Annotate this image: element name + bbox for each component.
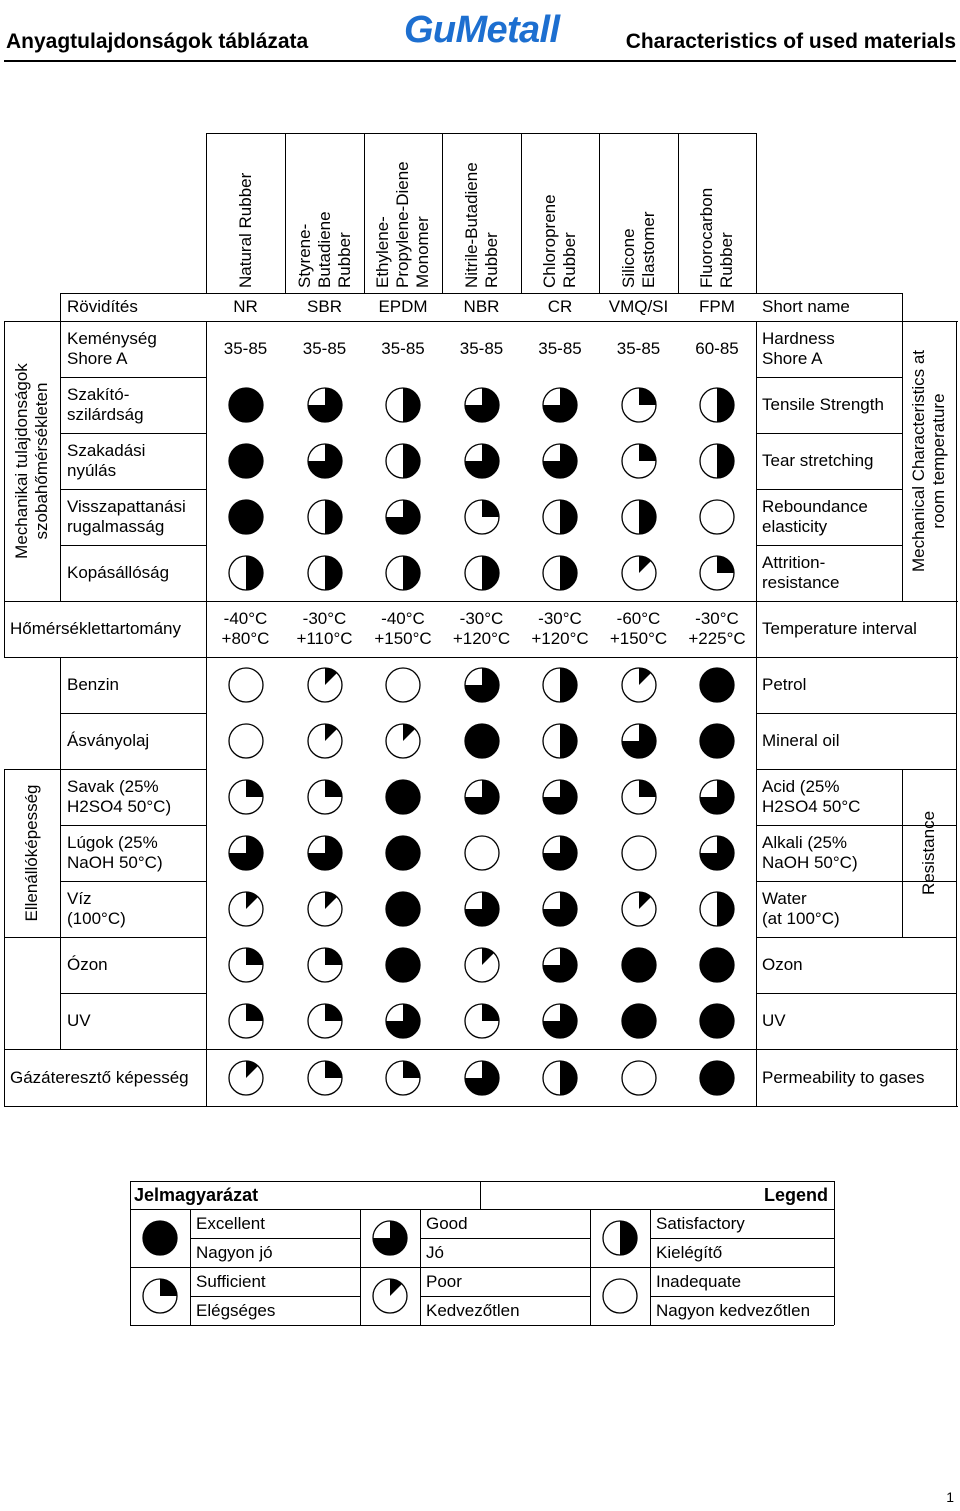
legend-label-en-1: Good [426, 1214, 468, 1233]
rating-pie [463, 498, 501, 536]
legend-label-hu-0: Nagyon jó [196, 1243, 273, 1262]
grid-line [902, 321, 903, 601]
rating-pie [620, 1002, 658, 1040]
rating-pie [384, 1059, 422, 1097]
legend-grid-line [130, 1209, 834, 1210]
legend-label-en-2: Satisfactory [656, 1214, 745, 1233]
resistance-row-label-hu-1: Ásványolaj [67, 731, 150, 750]
rating-pie [541, 386, 579, 424]
column-header-cr: Chloroprene Rubber [540, 194, 579, 288]
header-col-line [442, 133, 443, 293]
hardness-value-6: 60-85 [695, 339, 739, 358]
resistance-row-label-en-5: Ozon [762, 955, 803, 974]
legend-grid-line [590, 1209, 591, 1325]
short-row-top [60, 293, 902, 294]
temperature-value-1: -30°C +110°C [296, 609, 353, 648]
legend-grid-line [190, 1296, 360, 1297]
grid-line [60, 769, 206, 770]
rating-pie [541, 722, 579, 760]
legend-grid-line [420, 1238, 590, 1239]
grid-line [756, 489, 902, 490]
rating-pie [698, 778, 736, 816]
short-name-5: VMQ/SI [608, 297, 669, 316]
rating-pie [698, 1059, 736, 1097]
rating-pie [384, 498, 422, 536]
rating-pie [541, 498, 579, 536]
legend-grid-line [420, 1209, 421, 1325]
rating-pie [541, 666, 579, 704]
legend-grid-line [190, 1209, 191, 1325]
header-col-line [206, 133, 207, 293]
rating-pie [384, 834, 422, 872]
short-name-4: CR [547, 297, 573, 316]
rating-pie [227, 834, 265, 872]
grid-line [60, 825, 206, 826]
rating-pie [620, 386, 658, 424]
legend-title-hu: Jelmagyarázat [134, 1185, 259, 1205]
rating-pie [463, 834, 501, 872]
temperature-value-5: -60°C +150°C [609, 609, 668, 648]
rating-pie [227, 442, 265, 480]
grid-line [902, 769, 956, 770]
rating-pie [620, 722, 658, 760]
rating-pie [698, 834, 736, 872]
rating-pie [620, 498, 658, 536]
rating-pie [541, 946, 579, 984]
temp-top-line [4, 601, 958, 602]
hardness-value-5: 35-85 [616, 339, 661, 358]
legend-grid-line [420, 1296, 590, 1297]
short-name-2: EPDM [378, 297, 428, 316]
rating-pie [463, 666, 501, 704]
legend-symbol-satisfactory [601, 1219, 639, 1257]
rating-pie [306, 778, 344, 816]
legend-symbol-sufficient [141, 1277, 179, 1315]
temperature-value-2: -40°C +150°C [374, 609, 432, 648]
grid-line [60, 881, 206, 882]
temperature-value-0: -40°C +80°C [221, 609, 270, 648]
rating-pie [227, 498, 265, 536]
grid-line [4, 601, 5, 657]
header-divider [4, 60, 956, 62]
grid-line [4, 321, 5, 601]
resistance-row-label-hu-0: Benzin [67, 675, 119, 694]
column-header-nr: Natural Rubber [235, 172, 255, 288]
legend-grid-line [650, 1209, 651, 1325]
rating-pie [698, 666, 736, 704]
rating-pie [463, 442, 501, 480]
grid-line [756, 377, 902, 378]
grid-line [756, 433, 902, 434]
mech-row-label-hu-3: Kopásállóság [67, 563, 170, 582]
rating-pie [306, 666, 344, 704]
hardness-value-1: 35-85 [302, 339, 347, 358]
temp-bottom-line [4, 657, 958, 658]
short-name-label-en: Short name [762, 297, 850, 316]
rating-pie [306, 722, 344, 760]
legend-grid-line [834, 1181, 835, 1325]
header-col-line [285, 133, 286, 293]
column-header-epdm: Ethylene- Propylene-Diene Monomer [373, 161, 432, 288]
rating-pie [227, 1002, 265, 1040]
legend-label-hu-2: Kielégítő [656, 1243, 723, 1262]
mech-row-label-en-0: Tensile Strength [762, 395, 884, 414]
rating-pie [698, 498, 736, 536]
legend-label-hu-5: Nagyon kedvezőtlen [656, 1301, 811, 1320]
grid-line [60, 937, 206, 938]
legend-label-en-3: Sufficient [196, 1272, 266, 1291]
rating-pie [384, 722, 422, 760]
grid-line [60, 433, 206, 434]
page-title-en: Characteristics of used materials [625, 30, 956, 53]
rating-pie [227, 666, 265, 704]
rating-pie [227, 1059, 265, 1097]
grid-line [756, 601, 757, 657]
rating-pie [306, 1002, 344, 1040]
resistance-group-label-hu: Ellenállóképesség [22, 784, 41, 922]
rating-pie [384, 666, 422, 704]
legend-grid-line [130, 1181, 834, 1182]
resistance-row-label-hu-5: Ózon [67, 955, 108, 974]
header-col-line [599, 133, 600, 293]
grid-line [902, 769, 903, 937]
header-col-line [364, 133, 365, 293]
rating-pie [463, 1059, 501, 1097]
rating-pie [620, 890, 658, 928]
temperature-label-hu: Hőmérséklettartomány [10, 619, 182, 638]
rating-pie [384, 1002, 422, 1040]
mech-row-label-hu-0: Szakító- szilárdság [67, 385, 144, 424]
legend-symbol-good [371, 1219, 409, 1257]
rating-pie [306, 442, 344, 480]
resistance-row-label-hu-6: UV [67, 1011, 91, 1030]
rating-pie [306, 1059, 344, 1097]
grid-line [756, 993, 956, 994]
resistance-row-label-en-6: UV [762, 1011, 786, 1030]
hardness-value-4: 35-85 [538, 339, 582, 358]
rating-pie [463, 1002, 501, 1040]
mechanical-group-label-hu: Mechanikai tulajdonságok szobahőmérsékleten [12, 363, 51, 559]
hardness-value-0: 35-85 [223, 339, 268, 358]
legend-grid-line [130, 1325, 834, 1326]
rating-pie [698, 890, 736, 928]
rating-pie [306, 554, 344, 592]
legend-grid-line [190, 1238, 360, 1239]
legend-symbol-inadequate [601, 1277, 639, 1315]
gas-row-label-en: Permeability to gases [762, 1067, 925, 1087]
page-title-hu: Anyagtulajdonságok táblázata [6, 30, 309, 53]
rating-pie [227, 946, 265, 984]
grid-line [756, 321, 757, 601]
grid-line [60, 713, 206, 714]
rating-pie [620, 946, 658, 984]
mech-row-label-en-3: Attrition- resistance [762, 553, 840, 592]
grid-line [206, 321, 207, 601]
rating-pie [463, 890, 501, 928]
grid-line [60, 377, 206, 378]
rating-pie [620, 554, 658, 592]
rating-pie [620, 778, 658, 816]
legend-grid-line [360, 1209, 361, 1325]
grid-line [956, 321, 957, 601]
rating-pie [227, 554, 265, 592]
legend-label-hu-3: Elégséges [196, 1301, 276, 1320]
legend-grid-line [130, 1267, 834, 1268]
rating-pie [384, 442, 422, 480]
grid-line [956, 657, 957, 1106]
rating-pie [227, 778, 265, 816]
mech-top-line [4, 321, 958, 322]
resistance-row-label-en-0: Petrol [762, 675, 807, 694]
grid-line [756, 713, 956, 714]
grid-line [756, 545, 902, 546]
rating-pie [384, 946, 422, 984]
legend-symbol-excellent [141, 1219, 179, 1257]
rating-pie [698, 554, 736, 592]
resistance-row-label-en-2: Acid (25% H2SO4 50°C [762, 777, 861, 816]
mech-row-label-en-2: Reboundance elasticity [762, 497, 868, 536]
rating-pie [227, 722, 265, 760]
rating-pie [306, 946, 344, 984]
rating-pie [227, 386, 265, 424]
rating-pie [541, 1059, 579, 1097]
grid-line [4, 937, 60, 938]
temperature-value-6: -30°C +225°C [688, 609, 746, 648]
rating-pie [620, 834, 658, 872]
rating-pie [620, 1059, 658, 1097]
grid-line [60, 545, 206, 546]
rating-pie [463, 778, 501, 816]
resistance-row-label-hu-2: Savak (25% H2SO4 50°C) [67, 777, 172, 816]
grid-line [60, 993, 206, 994]
short-name-label-hu: Rövidítés [67, 297, 138, 316]
rating-pie [463, 946, 501, 984]
rating-pie [541, 1002, 579, 1040]
legend-title-en: Legend [763, 1185, 828, 1205]
short-name-3: NBR [463, 297, 500, 316]
grid-line [902, 293, 903, 321]
mech-row-label-hu-1: Szakadási nyúlás [67, 441, 146, 480]
rating-pie [306, 890, 344, 928]
page-number: 1 [946, 1489, 954, 1505]
mechanical-group-label-en: Mechanical Characteristics at room temperature [909, 349, 948, 573]
rating-pie [541, 554, 579, 592]
rating-pie [620, 666, 658, 704]
hardness-label-hu: Keménység Shore A [67, 329, 157, 368]
header-col-line [756, 133, 757, 293]
rating-pie [306, 386, 344, 424]
resistance-row-label-hu-4: Víz (100°C) [67, 889, 126, 928]
rating-pie [698, 722, 736, 760]
svg-text:GuMetall: GuMetall [404, 9, 560, 50]
grid-line [956, 601, 957, 657]
grid-line [60, 321, 61, 601]
legend-grid-line [480, 1181, 481, 1209]
legend-grid-line [650, 1296, 834, 1297]
gas-top-line [4, 1049, 958, 1050]
grid-line [60, 489, 206, 490]
column-header-sbr: Styrene- Butadiene Rubber [294, 211, 354, 288]
short-name-1: SBR [307, 297, 342, 316]
mech-row-label-en-1: Tear stretching [762, 451, 874, 470]
rating-pie [541, 778, 579, 816]
legend-label-en-5: Inadequate [656, 1272, 742, 1291]
resistance-row-label-en-3: Alkali (25% NaOH 50°C) [762, 833, 858, 872]
grid-line [60, 293, 61, 321]
rating-pie [384, 554, 422, 592]
legend-symbol-poor [371, 1277, 409, 1315]
rating-pie [306, 498, 344, 536]
rating-pie [698, 1002, 736, 1040]
temperature-value-3: -30°C +120°C [452, 609, 511, 648]
legend-label-hu-4: Kedvezőtlen [426, 1301, 520, 1320]
temperature-value-4: -30°C +120°C [531, 609, 589, 648]
rating-pie [620, 442, 658, 480]
rating-pie [698, 946, 736, 984]
temperature-label-en: Temperature interval [762, 619, 917, 638]
short-name-0: NR [233, 297, 258, 316]
rating-pie [541, 834, 579, 872]
short-name-6: FPM [699, 297, 735, 316]
grid-line [206, 657, 207, 1106]
grid-line [4, 769, 60, 770]
grid-line [60, 657, 61, 1049]
legend-label-en-4: Poor [426, 1272, 462, 1291]
legend-grid-line [650, 1238, 834, 1239]
grid-line [902, 937, 956, 938]
rating-pie [698, 386, 736, 424]
rating-pie [541, 890, 579, 928]
legend-grid-line [130, 1181, 131, 1325]
table-bottom-line [4, 1106, 958, 1107]
rating-pie [384, 386, 422, 424]
legend-label-en-0: Excellent [196, 1214, 265, 1233]
rating-pie [384, 778, 422, 816]
resistance-row-label-hu-3: Lúgok (25% NaOH 50°C) [67, 833, 163, 872]
hardness-value-3: 35-85 [459, 339, 504, 358]
resistance-row-label-en-4: Water (at 100°C) [762, 889, 840, 928]
header-top-line [206, 133, 756, 134]
rating-pie [463, 554, 501, 592]
column-header-vmq-si: Silicone Elastomer [618, 211, 658, 288]
rating-pie [463, 386, 501, 424]
gas-row-label-hu: Gázáteresztő képesség [10, 1067, 189, 1087]
resistance-row-label-en-1: Mineral oil [762, 731, 840, 750]
rating-pie [384, 890, 422, 928]
column-header-fpm: Fluorocarbon Rubber [697, 187, 736, 288]
mech-row-label-hu-2: Visszapattanási rugalmasság [67, 497, 186, 536]
rating-pie [541, 442, 579, 480]
column-header-nbr: Nitrile-Butadiene Rubber [461, 162, 501, 288]
rating-pie [463, 722, 501, 760]
hardness-label-en: Hardness Shore A [762, 329, 835, 368]
header-col-line [678, 133, 679, 293]
legend-label-hu-1: Jó [426, 1243, 444, 1262]
resistance-group-label-en: Resistance [919, 810, 938, 896]
header-col-line [521, 133, 522, 293]
rating-pie [698, 442, 736, 480]
rating-pie [227, 890, 265, 928]
gumetall-logo [404, 6, 562, 50]
hardness-value-2: 35-85 [381, 339, 425, 358]
rating-pie [306, 834, 344, 872]
